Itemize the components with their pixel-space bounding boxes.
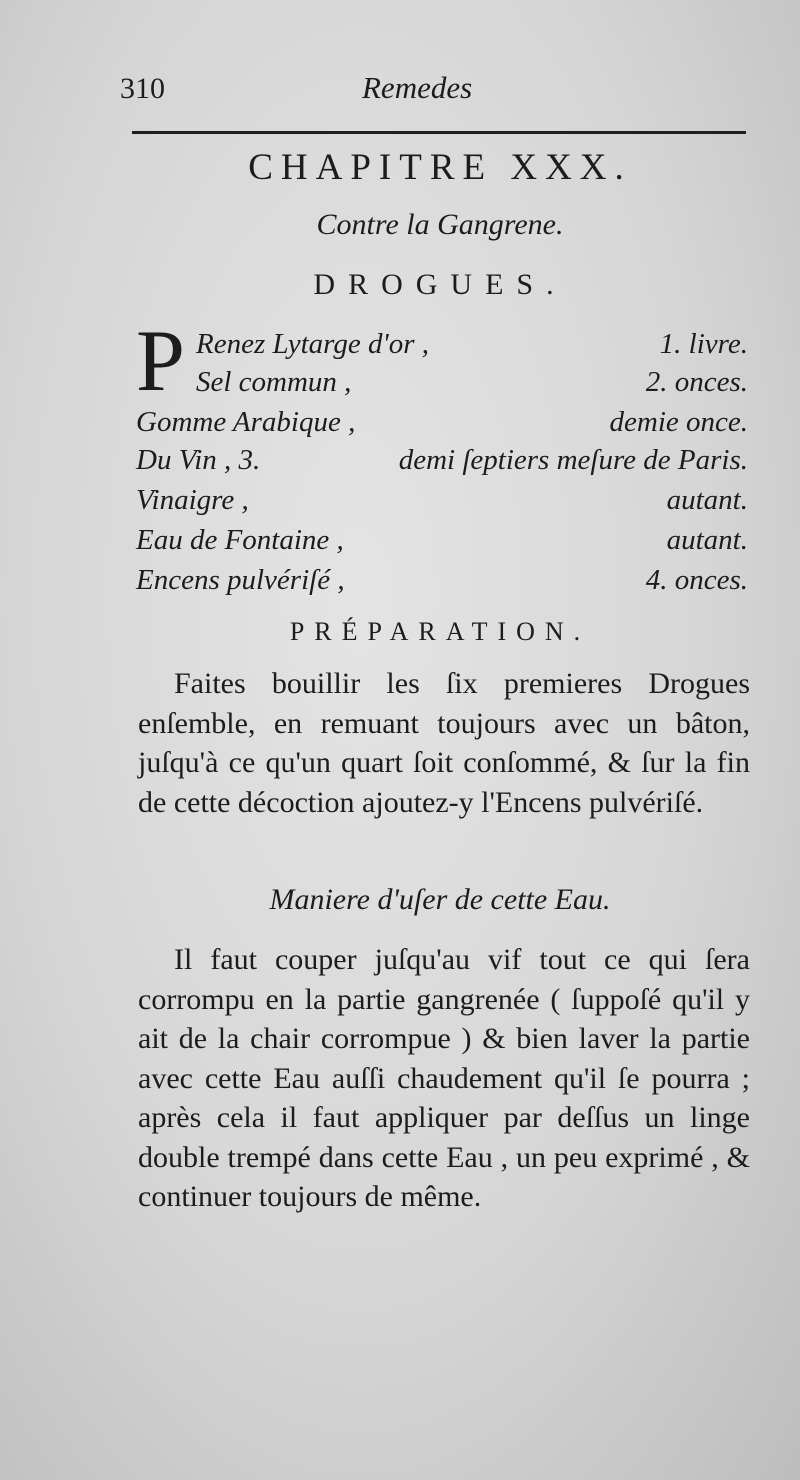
chapter-subtitle: Contre la Gangrene.: [316, 208, 564, 241]
ingredient-quantity: 1. livre.: [659, 328, 748, 360]
usage-text: Il faut couper juſqu'au vif tout ce qui ſera corrompu en la partie gangrenée ( ſuppoſé qu'il y ait de la chair corrompue ) & bien laver la partie avec cette Eau auſſi chaudement qu'il ſe pourra ; après cela il faut appliquer par deſſus un linge double trempé dans cette Eau , un peu exprimé , & continuer toujours de même.: [138, 943, 750, 1213]
running-head: Remedes: [362, 70, 473, 105]
drugs-heading: DROGUES.: [313, 268, 567, 301]
recipe-line: [136, 366, 748, 406]
preparation-heading: PRÉPARATION.: [289, 617, 591, 646]
ingredient-name: Vinaigre ,: [136, 484, 249, 516]
recipe-line: [136, 328, 748, 368]
ingredient-quantity: demi ſeptiers meſure de Paris.: [398, 444, 748, 476]
ingredient-name: Du Vin , 3.: [136, 444, 261, 476]
chapter-title: CHAPITRE XXX.: [248, 147, 632, 188]
recipe-line: [136, 564, 748, 604]
page-header: [120, 68, 740, 118]
header-rule: [132, 131, 746, 134]
ingredient-name: Renez Lytarge d'or ,: [196, 328, 430, 360]
recipe-line: [136, 524, 748, 564]
drop-cap: P: [136, 313, 185, 410]
ingredient-name: Eau de Fontaine ,: [136, 524, 344, 556]
ingredient-quantity: demie once.: [609, 406, 748, 438]
ingredient-name: Encens pulvériſé ,: [136, 564, 345, 596]
recipe-line: [136, 406, 748, 446]
preparation-text: Faites bouillir les ſix premieres Drogues enſemble, en remuant toujours avec un bâton, juſqu'à ce qu'un quart ſoit conſommé, & ſur la fin de cette décoction ajoutez-y l'Encens pulvériſé.: [138, 667, 750, 819]
page-number: 310: [120, 72, 165, 105]
ingredient-quantity: 2. onces.: [645, 366, 748, 398]
ingredient-quantity: 4. onces.: [645, 564, 748, 596]
recipe-line: [136, 444, 748, 484]
ingredient-quantity: autant.: [666, 524, 748, 556]
ingredient-name: Gomme Arabique ,: [136, 406, 356, 438]
recipe-line: [136, 484, 748, 524]
ingredient-quantity: autant.: [666, 484, 748, 516]
ingredient-name: Sel commun ,: [196, 366, 352, 398]
usage-heading: Maniere d'uſer de cette Eau.: [269, 883, 611, 916]
